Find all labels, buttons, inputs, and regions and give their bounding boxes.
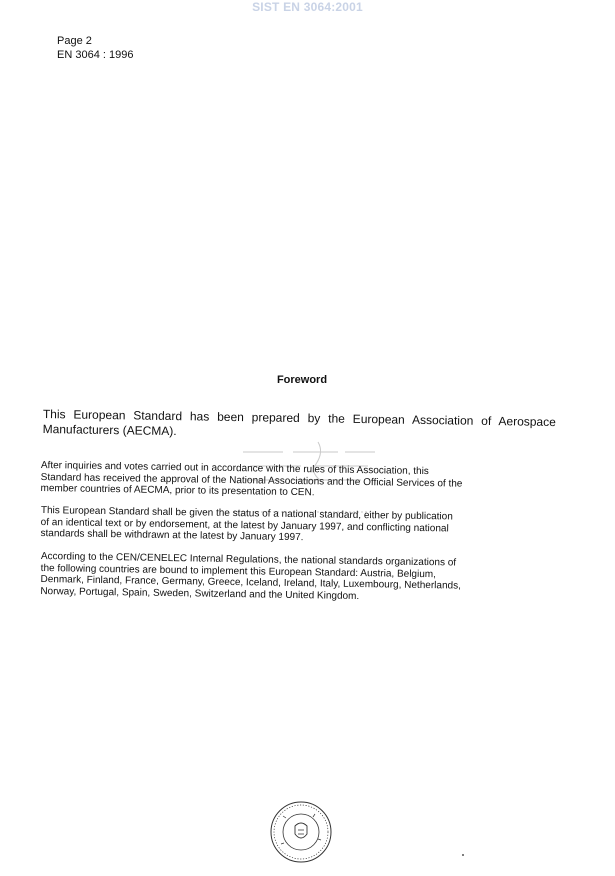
page-speck — [462, 854, 464, 856]
standard-reference: EN 3064 : 1996 — [57, 49, 134, 61]
foreword-paragraph-status: This European Standard shall be given the status of a national standard, either by publication of an identical text or by endorsement, at the latest by January 1997, and conflicting national standards shall be withdrawn at the latest by January 1997. — [40, 505, 453, 544]
watermark: SIST EN 3064:2001 — [252, 0, 363, 14]
foreword-paragraph-countries: According to the CEN/CENELEC Internal Regulations, the national standards organizations of the following countries are bound to implement this European Standard: Austria, Belgium, Denmark, Finland, France, Germany, Greece, Iceland, Ireland, Italy, Luxembourg, Netherlands, Norway, Portugal, Spain, Sweden, Switzerland and the United Kingdom. — [40, 551, 461, 602]
foreword-paragraph-approval: After inquiries and votes carried out in accordance with the rules of this Association, this Standard has received the approval of the National Associations and the Official Services of the member countries of AECMA, prior to its presentation to CEN. — [40, 460, 463, 499]
foreword-paragraph-intro: This European Standard has been prepared by the European Association of Aerospace Manufacturers (AECMA). — [42, 407, 556, 439]
official-seal-icon — [269, 800, 333, 864]
page-header — [57, 34, 133, 62]
bleed-through-stamp — [233, 440, 383, 520]
page-number: Page 2 — [57, 35, 92, 47]
foreword-title: Foreword — [276, 374, 328, 386]
